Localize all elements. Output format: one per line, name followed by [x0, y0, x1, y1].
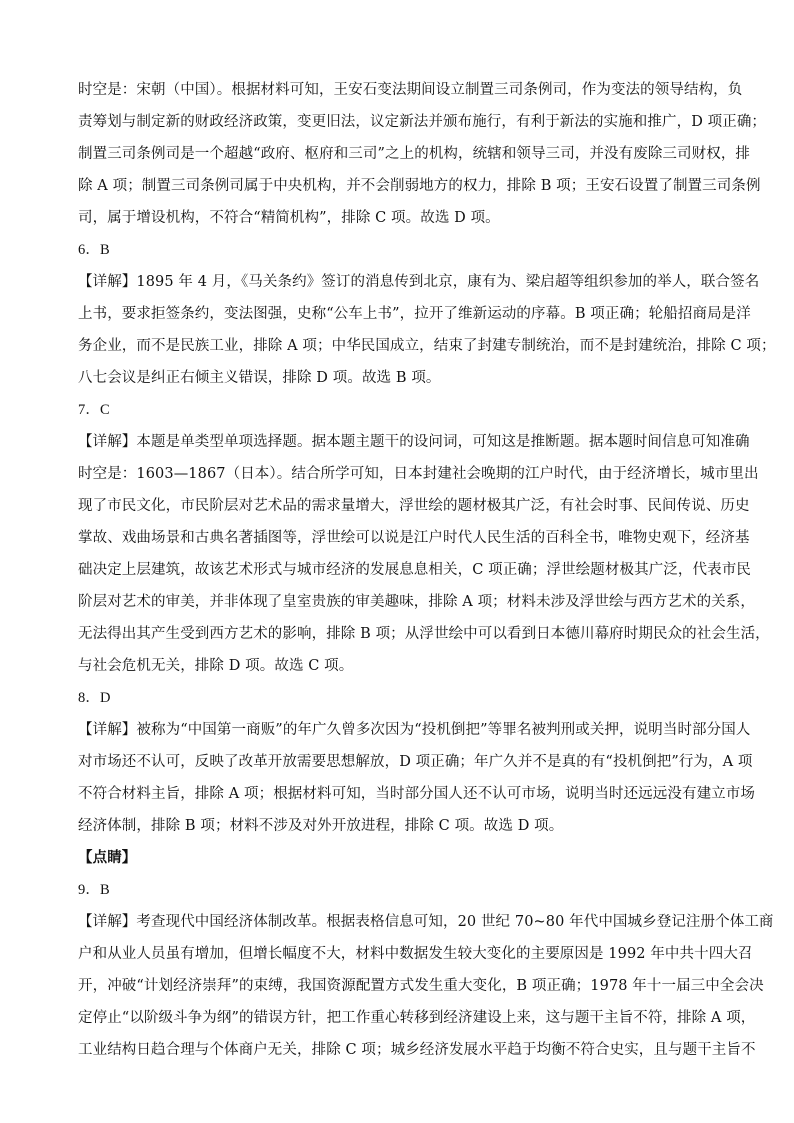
answer-number: 9．B — [78, 882, 110, 898]
text-line: 时空是：宋朝（中国）。根据材料可知，王安石变法期间设立制置三司条例司，作为变法的领导结构，负 — [78, 82, 743, 98]
text-line: 开，冲破“计划经济崇拜”的束缚，我国资源配置方式发生重大变化，B 项正确；1978 年十一届三中全会决 — [78, 978, 764, 994]
answer-number: 7．C — [78, 402, 110, 418]
text-line: 【详解】考查现代中国经济体制改革。根据表格信息可知，20 世纪 70~80 年代中国城乡登记注册个体工商 — [78, 914, 774, 930]
text-line: 础决定上层建筑，故该艺术形式与城市经济的发展息息相关，C 项正确；浮世绘题材极其广泛，代表市民 — [78, 562, 751, 578]
text-line: 【详解】1895 年 4 月，《马关条约》签订的消息传到北京，康有为、梁启超等组织参加的举人，联合签名 — [78, 274, 760, 290]
text-line: 与社会危机无关，排除 D 项。故选 C 项。 — [78, 658, 354, 674]
tip-heading: 【点睛】 — [78, 849, 137, 866]
text-line: 经济体制，排除 B 项；材料不涉及对外开放进程，排除 C 项。故选 D 项。 — [78, 818, 564, 834]
text-line: 八七会议是纠正右倾主义错误，排除 D 项。故选 B 项。 — [78, 370, 441, 386]
text-line: 无法得出其产生受到西方艺术的影响，排除 B 项；从浮世绘中可以看到日本德川幕府时期民众的社会生活， — [78, 626, 770, 642]
text-line: 【详解】本题是单类型单项选择题。据本题主题干的设问词，可知这是推断题。据本题时间信息可知准确 — [78, 434, 750, 450]
text-line: 制置三司条例司是一个超越“政府、枢府和三司”之上的机构，统辖和领导三司，并没有废除三司财权，排 — [78, 146, 751, 162]
text-line: 阶层对艺术的审美，并非体现了皇室贵族的审美趣味，排除 A 项；材料未涉及浮世绘与西方艺术的关系， — [78, 594, 755, 610]
text-line: 定停止“以阶级斗争为纲”的错误方针，把工作重心转移到经济建设上来，这与题干主旨不符，排除 A 项， — [78, 1010, 756, 1026]
text-line: 务企业，而不是民族工业，排除 A 项；中华民国成立，结束了封建专制统治，而不是封建统治，排除 C 项； — [78, 338, 776, 354]
text-line: 时空是：1603—1867（日本）。结合所学可知，日本封建社会晚期的江户时代，由于经济增长，城市里出 — [78, 466, 759, 482]
text-line: 户和从业人员虽有增加，但增长幅度不大，材料中数据发生较大变化的主要原因是 1992 年中共十四大召 — [78, 946, 753, 962]
text-line: 工业结构日趋合理与个体商户无关，排除 C 项；城乡经济发展水平趋于均衡不符合史实，且与题干主旨不 — [78, 1042, 756, 1058]
text-line: 现了市民文化，市民阶层对艺术品的需求量增大，浮世绘的题材极其广泛，有社会时事、民间传说、历史 — [78, 498, 750, 514]
text-line: 责筹划与制定新的财政经济政策，变更旧法，议定新法并颁布施行，有利于新法的实施和推广，D 项正确； — [78, 114, 767, 130]
text-line: 不符合材料主旨，排除 A 项；根据材料可知，当时部分国人还不认可市场，说明当时还远远没有建立市场 — [78, 786, 755, 802]
answer-number: 8．D — [78, 690, 111, 706]
text-line: 对市场还不认可，反映了改革开放需要思想解放，D 项正确；年广久并不是真的有“投机倒把”行为，A 项 — [78, 754, 753, 770]
text-line: 上书，要求拒签条约，变法图强，史称“公车上书”，拉开了维新运动的序幕。B 项正确；轮船招商局是洋 — [78, 306, 751, 322]
answer-number: 6．B — [78, 242, 110, 258]
text-line: 【详解】被称为“中国第一商贩”的年广久曾多次因为“投机倒把”等罪名被判刑或关押，说明当时部分国人 — [78, 722, 751, 738]
text-line: 掌故、戏曲场景和古典名著插图等，浮世绘可以说是江户时代人民生活的百科全书，唯物史观下，经济基 — [78, 530, 750, 546]
text-line: 除 A 项；制置三司条例司属于中央机构，并不会削弱地方的权力，排除 B 项；王安石设置了制置三司条例 — [78, 178, 761, 194]
text-line: 司，属于增设机构，不符合“精简机构”，排除 C 项。故选 D 项。 — [78, 210, 500, 226]
